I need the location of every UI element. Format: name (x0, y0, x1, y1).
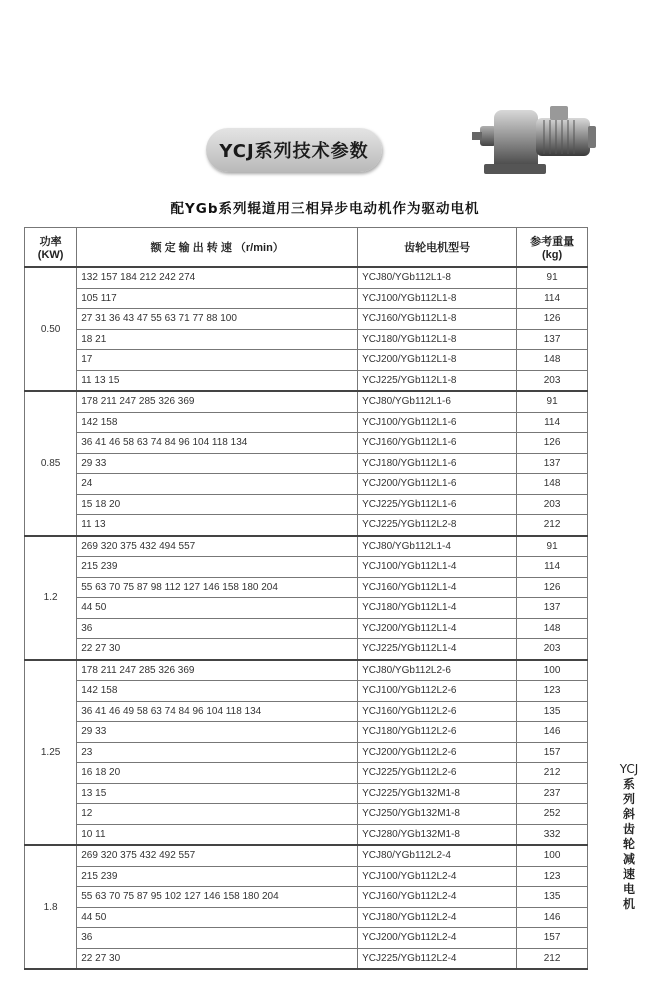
table-row (25, 639, 588, 660)
weight-cell: 157 (517, 928, 588, 949)
table-row (25, 309, 588, 330)
model-cell: YCJ100/YGb112L1-6 (358, 412, 517, 433)
weight-cell: 237 (517, 783, 588, 804)
model-cell: YCJ225/YGb112L1-8 (358, 370, 517, 391)
table-row (25, 329, 588, 350)
table-row (25, 948, 588, 969)
header-model: 齿轮电机型号 (358, 228, 517, 268)
speed-cell: 55 63 70 75 87 98 112 127 146 158 180 204 (77, 577, 358, 598)
table-row (25, 494, 588, 515)
model-cell: YCJ180/YGb112L1-6 (358, 453, 517, 474)
table-row (25, 907, 588, 928)
page-title: YCJ系列技术参数 (206, 128, 382, 172)
speed-cell: 22 27 30 (77, 639, 358, 660)
table-row (25, 701, 588, 722)
model-cell: YCJ80/YGb112L1-8 (358, 267, 517, 288)
speed-cell: 16 18 20 (77, 763, 358, 784)
speed-cell: 23 (77, 742, 358, 763)
table-row (25, 722, 588, 743)
weight-cell: 212 (517, 763, 588, 784)
model-cell: YCJ200/YGb112L2-6 (358, 742, 517, 763)
table-row (25, 618, 588, 639)
side-label-char: 速 (622, 867, 635, 881)
model-cell: YCJ225/YGb132M1-8 (358, 783, 517, 804)
speed-cell: 29 33 (77, 453, 358, 474)
weight-cell: 146 (517, 907, 588, 928)
table-row (25, 391, 588, 412)
table-row (25, 557, 588, 578)
header-weight-unit: (kg) (542, 249, 563, 261)
weight-cell: 126 (517, 309, 588, 330)
speed-cell: 27 31 36 43 47 55 63 71 77 88 100 (77, 309, 358, 330)
model-cell: YCJ100/YGb112L2-4 (358, 866, 517, 887)
weight-cell: 137 (517, 329, 588, 350)
weight-cell: 126 (517, 577, 588, 598)
weight-cell: 146 (517, 722, 588, 743)
table-row (25, 928, 588, 949)
table-row (25, 866, 588, 887)
speed-cell: 12 (77, 804, 358, 825)
table-row (25, 536, 588, 557)
weight-cell: 135 (517, 701, 588, 722)
table-header-row (25, 228, 588, 268)
table-subtitle: 配YGb系列辊道用三相异步电动机作为驱动电机 (170, 201, 480, 217)
table-body (25, 267, 588, 969)
speed-cell: 18 21 (77, 329, 358, 350)
speed-cell: 22 27 30 (77, 948, 358, 969)
power-cell: 0.85 (25, 391, 77, 536)
speed-cell: 36 (77, 618, 358, 639)
weight-cell: 148 (517, 474, 588, 495)
weight-cell: 212 (517, 515, 588, 536)
model-cell: YCJ225/YGb112L2-8 (358, 515, 517, 536)
table-row (25, 288, 588, 309)
speed-cell: 44 50 (77, 598, 358, 619)
speed-cell: 29 33 (77, 722, 358, 743)
side-label-char: 系 (622, 777, 635, 791)
model-cell: YCJ180/YGb112L2-4 (358, 907, 517, 928)
speed-cell: 36 41 46 58 63 74 84 96 104 118 134 (77, 433, 358, 454)
weight-cell: 91 (517, 391, 588, 412)
weight-cell: 332 (517, 824, 588, 845)
table-row (25, 804, 588, 825)
speed-cell: 10 11 (77, 824, 358, 845)
table-row (25, 887, 588, 908)
table-row (25, 824, 588, 845)
side-label-char: 斜 (622, 807, 635, 821)
weight-cell: 114 (517, 412, 588, 433)
table-row (25, 453, 588, 474)
model-cell: YCJ200/YGb112L1-4 (358, 618, 517, 639)
weight-cell: 100 (517, 845, 588, 866)
table-row (25, 474, 588, 495)
model-cell: YCJ160/YGb112L2-4 (358, 887, 517, 908)
table-row (25, 763, 588, 784)
speed-cell: 178 211 247 285 326 369 (77, 660, 358, 681)
weight-cell: 126 (517, 433, 588, 454)
table-row (25, 433, 588, 454)
table-row (25, 742, 588, 763)
header-speed: 额 定 输 出 转 速 （r/min） (77, 228, 358, 268)
speed-cell: 13 15 (77, 783, 358, 804)
power-cell: 1.25 (25, 660, 77, 846)
model-cell: YCJ80/YGb112L1-4 (358, 536, 517, 557)
model-cell: YCJ80/YGb112L2-4 (358, 845, 517, 866)
weight-cell: 212 (517, 948, 588, 969)
table-row (25, 577, 588, 598)
table-row (25, 783, 588, 804)
weight-cell: 123 (517, 866, 588, 887)
header-power-unit: (KW) (37, 249, 64, 261)
model-cell: YCJ280/YGb132M1-8 (358, 824, 517, 845)
header-power (25, 228, 77, 268)
header-weight-label: 参考重量 (530, 236, 575, 248)
model-cell: YCJ250/YGb132M1-8 (358, 804, 517, 825)
header-weight (517, 228, 588, 268)
model-cell: YCJ200/YGb112L1-8 (358, 350, 517, 371)
table-row (25, 412, 588, 433)
model-cell: YCJ100/YGb112L2-6 (358, 681, 517, 702)
side-label-char: 电 (622, 882, 635, 896)
speed-cell: 142 158 (77, 681, 358, 702)
weight-cell: 252 (517, 804, 588, 825)
model-cell: YCJ160/YGb112L1-6 (358, 433, 517, 454)
speed-cell: 11 13 (77, 515, 358, 536)
gear-motor-image (470, 92, 600, 192)
weight-cell: 203 (517, 494, 588, 515)
table-row (25, 267, 588, 288)
speed-cell: 15 18 20 (77, 494, 358, 515)
speed-cell: 36 (77, 928, 358, 949)
model-cell: YCJ180/YGb112L1-4 (358, 598, 517, 619)
weight-cell: 123 (517, 681, 588, 702)
model-cell: YCJ225/YGb112L1-4 (358, 639, 517, 660)
speed-cell: 269 320 375 432 494 557 (77, 536, 358, 557)
table-row (25, 660, 588, 681)
spec-table (24, 227, 588, 970)
speed-cell: 24 (77, 474, 358, 495)
speed-cell: 105 117 (77, 288, 358, 309)
power-cell: 0.50 (25, 267, 77, 391)
header-power-label: 功率 (39, 236, 62, 248)
model-cell: YCJ80/YGb112L1-6 (358, 391, 517, 412)
table-row (25, 845, 588, 866)
model-cell: YCJ160/YGb112L2-6 (358, 701, 517, 722)
speed-cell: 17 (77, 350, 358, 371)
power-cell: 1.8 (25, 845, 77, 969)
weight-cell: 114 (517, 557, 588, 578)
side-label-char: 列 (622, 792, 635, 806)
table-row (25, 350, 588, 371)
weight-cell: 100 (517, 660, 588, 681)
speed-cell: 215 239 (77, 557, 358, 578)
weight-cell: 203 (517, 370, 588, 391)
side-label-char: 减 (622, 852, 635, 866)
model-cell: YCJ80/YGb112L2-6 (358, 660, 517, 681)
weight-cell: 137 (517, 598, 588, 619)
speed-cell: 142 158 (77, 412, 358, 433)
weight-cell: 91 (517, 267, 588, 288)
speed-cell: 269 320 375 432 492 557 (77, 845, 358, 866)
power-cell: 1.2 (25, 536, 77, 660)
side-label-char: 轮 (622, 837, 635, 851)
speed-cell: 215 239 (77, 866, 358, 887)
series-side-label (616, 762, 642, 912)
model-cell: YCJ225/YGb112L2-4 (358, 948, 517, 969)
model-cell: YCJ100/YGb112L1-8 (358, 288, 517, 309)
speed-cell: 132 157 184 212 242 274 (77, 267, 358, 288)
speed-cell: 36 41 46 49 58 63 74 84 96 104 118 134 (77, 701, 358, 722)
model-cell: YCJ180/YGb112L1-8 (358, 329, 517, 350)
side-label-char: 齿 (622, 822, 635, 836)
weight-cell: 135 (517, 887, 588, 908)
side-label-char: 机 (622, 897, 635, 911)
table-row (25, 370, 588, 391)
model-cell: YCJ225/YGb112L1-6 (358, 494, 517, 515)
model-cell: YCJ160/YGb112L1-4 (358, 577, 517, 598)
model-cell: YCJ180/YGb112L2-6 (358, 722, 517, 743)
model-cell: YCJ100/YGb112L1-4 (358, 557, 517, 578)
weight-cell: 148 (517, 618, 588, 639)
speed-cell: 55 63 70 75 87 95 102 127 146 158 180 204 (77, 887, 358, 908)
model-cell: YCJ200/YGb112L1-6 (358, 474, 517, 495)
table-row (25, 515, 588, 536)
table-row (25, 598, 588, 619)
speed-cell: 11 13 15 (77, 370, 358, 391)
weight-cell: 157 (517, 742, 588, 763)
weight-cell: 137 (517, 453, 588, 474)
weight-cell: 148 (517, 350, 588, 371)
model-cell: YCJ160/YGb112L1-8 (358, 309, 517, 330)
weight-cell: 203 (517, 639, 588, 660)
model-cell: YCJ200/YGb112L2-4 (358, 928, 517, 949)
side-label-latin: YCJ (619, 762, 639, 776)
model-cell: YCJ225/YGb112L2-6 (358, 763, 517, 784)
weight-cell: 91 (517, 536, 588, 557)
speed-cell: 44 50 (77, 907, 358, 928)
table-row (25, 681, 588, 702)
weight-cell: 114 (517, 288, 588, 309)
speed-cell: 178 211 247 285 326 369 (77, 391, 358, 412)
